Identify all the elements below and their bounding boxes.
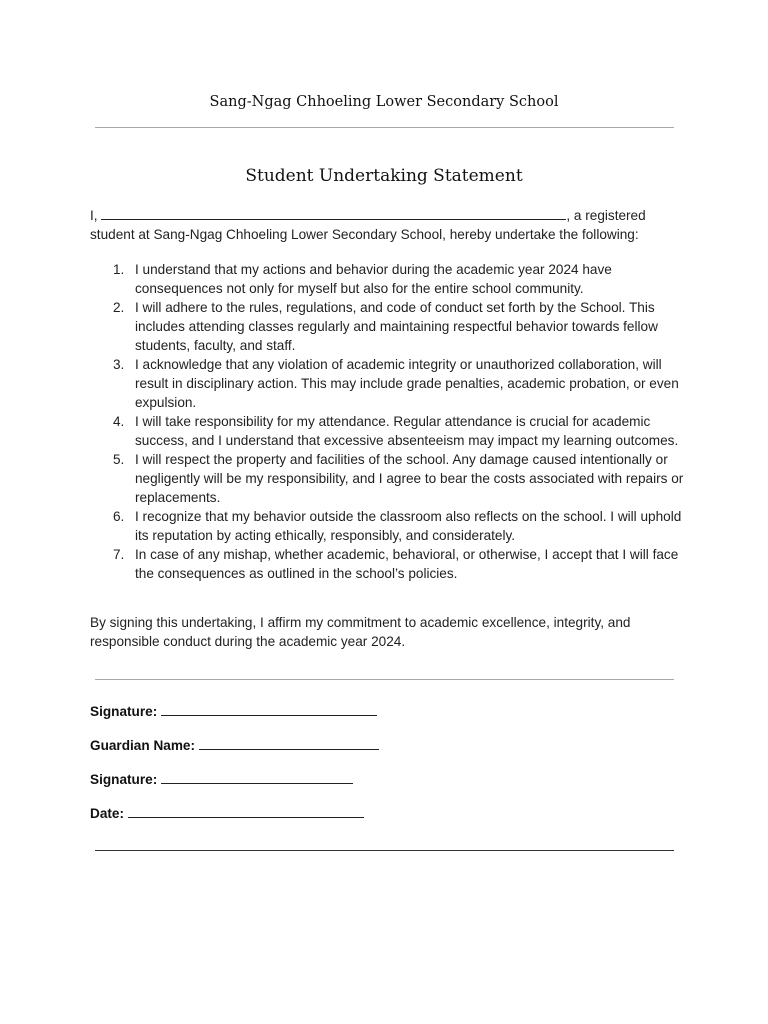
intro-suffix: , a registered student at Sang-Ngag Chhoeling Lower Secondary School, hereby undertake the following: <box>90 208 646 242</box>
intro-prefix: I, <box>90 208 98 223</box>
undertaking-text: I understand that my actions and behavior during the academic year 2024 have consequences not only for myself but also for the entire school community. <box>135 262 612 296</box>
undertaking-item <box>90 450 690 507</box>
school-name-header: Sang-Ngag Chhoeling Lower Secondary School <box>209 94 559 110</box>
undertaking-text: I will adhere to the rules, regulations, and code of conduct set forth by the School. This includes attending classes regularly and maintaining respectful behavior towards fellow students, faculty, and staff. <box>135 300 658 353</box>
undertaking-item <box>90 507 690 545</box>
student-signature-row <box>90 702 377 721</box>
guardian-signature-row <box>90 770 353 789</box>
document-title: Student Undertaking Statement <box>245 166 523 186</box>
undertakings-list <box>90 260 690 583</box>
undertaking-text: I will respect the property and facilities of the school. Any damage caused intentionally or negligently will be my responsibility, and I agree to bear the costs associated with repairs or replacements. <box>135 452 684 505</box>
section-divider <box>95 679 674 680</box>
undertaking-text: In case of any mishap, whether academic, behavioral, or otherwise, I accept that I will face the consequences as outlined in the school’s policies. <box>135 547 679 581</box>
undertaking-number: 2. <box>113 300 125 315</box>
undertaking-number: 1. <box>113 262 125 277</box>
undertaking-number: 3. <box>113 357 125 372</box>
undertaking-number: 5. <box>113 452 125 467</box>
date-row <box>90 804 364 823</box>
guardian-name-line[interactable] <box>199 736 379 750</box>
undertaking-number: 6. <box>113 509 125 524</box>
student-name-blank[interactable] <box>101 206 566 220</box>
undertaking-item <box>90 412 690 450</box>
guardian-signature-label: Signature: <box>90 772 158 787</box>
undertaking-item <box>90 298 690 355</box>
student-signature-line[interactable] <box>161 702 377 716</box>
undertaking-text: I will take responsibility for my attendance. Regular attendance is crucial for academic success, and I understand that excessive absenteeism may impact my learning outcomes. <box>135 414 679 448</box>
footer-divider <box>95 850 674 851</box>
guardian-name-label: Guardian Name: <box>90 738 195 753</box>
closing-paragraph: By signing this undertaking, I affirm my commitment to academic excellence, integrity, and responsible conduct during the academic year 2024. <box>90 615 631 649</box>
undertaking-item <box>90 545 690 583</box>
undertaking-text: I recognize that my behavior outside the classroom also reflects on the school. I will uphold its reputation by acting ethically, responsibly, and considerately. <box>135 509 682 543</box>
date-line[interactable] <box>128 804 364 818</box>
guardian-name-row <box>90 736 379 755</box>
undertaking-number: 7. <box>113 547 125 562</box>
undertaking-item <box>90 260 690 298</box>
header-divider <box>95 127 674 128</box>
undertaking-number: 4. <box>113 414 125 429</box>
undertaking-text: I acknowledge that any violation of academic integrity or unauthorized collaboration, will result in disciplinary action. This may include grade penalties, academic probation, or even expulsion. <box>135 357 679 410</box>
undertaking-item <box>90 355 690 412</box>
student-signature-label: Signature: <box>90 704 158 719</box>
intro-paragraph <box>90 206 690 244</box>
guardian-signature-line[interactable] <box>161 770 353 784</box>
date-label: Date: <box>90 806 124 821</box>
